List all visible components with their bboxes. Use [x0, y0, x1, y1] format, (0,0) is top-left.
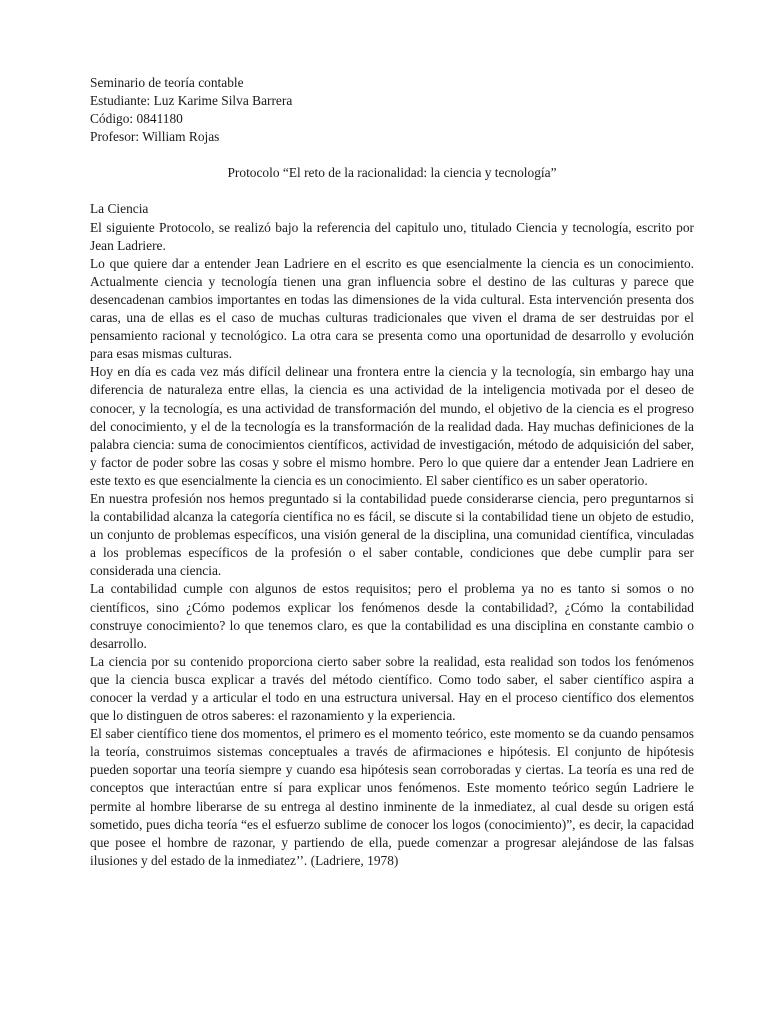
paragraph-3: Hoy en día es cada vez más difícil delinear una frontera entre la ciencia y la tecnología, sin embargo hay una diferencia de naturaleza entre ellas, la ciencia es una actividad de la inteligencia motivada por el deseo de conocer, y la tecnología, es una actividad de transformación del mundo, el objetivo de la ciencia es el progreso del conocimiento, y el de la tecnología es la transformación de la realidad dada. Hay muchas definiciones de la palabra ciencia: suma de conocimientos científicos, actividad de investigación, método de adquisición del saber, y factor de poder sobre las cosas y sobre el mismo hombre. Pero lo que quiere dar a entender Jean Ladriere en este texto es que esencialmente la ciencia es un conocimiento. El saber científico es un saber operatorio. [90, 364, 694, 488]
paragraph-2: Lo que quiere dar a entender Jean Ladriere en el escrito es que esencialmente la ciencia es un conocimiento. Actualmente ciencia y tecnología tienen una gran influencia sobre el destino de las culturas y parece que desencadenan cambios importantes en todas las dimensiones de la vida cultural. Esta intervención presenta dos caras, una de ellas es el caso de muchas culturas tradicionales que viven el drama de ser destruidas por el pensamiento racional y tecnológico. La otra cara se presenta como una oportunidad de desarrollo y evolución para esas mismas culturas. [90, 255, 694, 362]
professor-name: Profesor: William Rojas [90, 129, 220, 145]
paragraph-7: El saber científico tiene dos momentos, el primero es el momento teórico, este momento se da cuando pensamos la teoría, construimos sistemas conceptuales a través de afirmaciones e hipótesis. El conjunto de hipótesis pueden soportar una teoría siempre y cuando esa hipótesis sean corroboradas y ciertas. La teoría es una red de conceptos que interactúan entre sí para explicar unos fenómenos. Este momento teórico según Ladriere le permite al hombre liberarse de su entrega al destino inminente de la inmediatez, al cual desde su origen está sometido, pues dicha teoría “es el esfuerzo sublime de conocer los logos (conocimiento)”, es decir, la capacidad que posee el hombre de razonar, y partiendo de ella, puede comenzar a progresar alejándose de las falsas ilusiones y del estado de la inmediatez’’. (Ladriere, 1978) [90, 726, 694, 868]
course-name: Seminario de teoría contable [90, 75, 244, 90]
document-page [90, 74, 694, 870]
student-code: Código: 0841180 [90, 111, 183, 127]
document-header [90, 74, 694, 146]
student-name: Estudiante: Luz Karime Silva Barrera [90, 93, 293, 109]
paragraph-1: El siguiente Protocolo, se realizó bajo la referencia del capitulo uno, titulado Ciencia y tecnología, escrito por Jean Ladriere. [90, 219, 694, 253]
paragraph-6: La ciencia por su contenido proporciona cierto saber sobre la realidad, esta realidad son todos los fenómenos que la ciencia busca explicar a través del método científico. Como todo saber, el saber científico aspira a conocer la verdad y a articular el todo en una estructura universal. Hay en el proceso científico dos elementos que lo distinguen de otros saberes: el razonamiento y la experiencia. [90, 653, 694, 724]
paragraph-5: La contabilidad cumple con algunos de estos requisitos; pero el problema ya no es tanto si somos o no científicos, sino ¿Cómo podemos explicar los fenómenos desde la contabilidad?, ¿Cómo la contabilidad construye conocimiento? lo que tenemos claro, es que la contabilidad es una disciplina en constante cambio o desarrollo. [90, 581, 694, 651]
document-title: Protocolo “El reto de la racionalidad: la ciencia y tecnología” [227, 165, 557, 181]
paragraph-4: En nuestra profesión nos hemos preguntado si la contabilidad puede considerarse ciencia, pero preguntarnos si la contabilidad alcanza la categoría científica no es fácil, se discute si la contabilidad tiene un objeto de estudio, un conjunto de problemas específicos, una visión general de la disciplina, una comunidad científica, vinculadas a los problemas específicos de la profesión o el saber contable, condiciones que debe cumplir para ser considerada una ciencia. [90, 490, 694, 579]
section-title: La Ciencia [90, 201, 149, 217]
